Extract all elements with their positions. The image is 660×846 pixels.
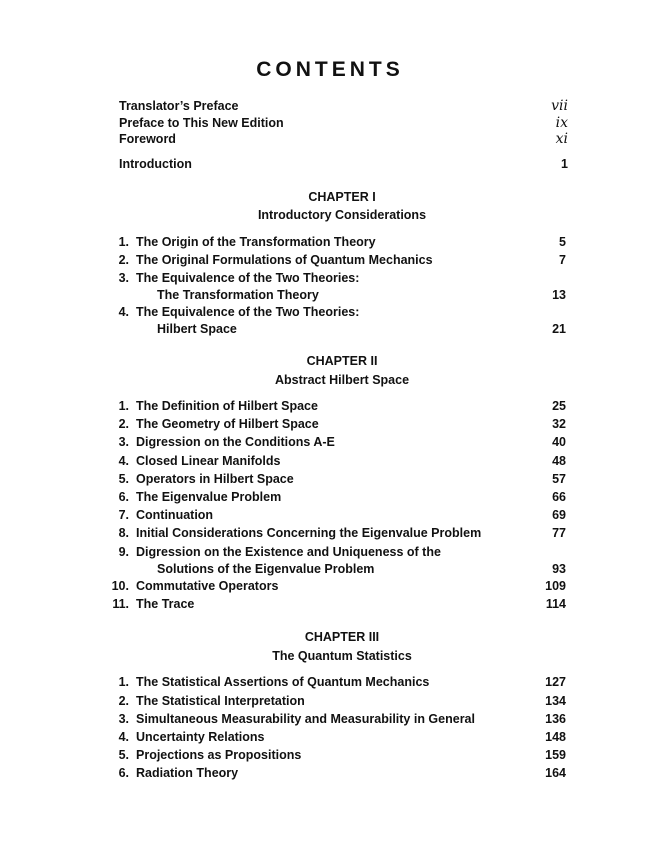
section-title: Initial Considerations Concerning the Eigenvalue Problem [136, 526, 482, 540]
section-number: 6. [118, 490, 129, 504]
section-title: Commutative Operators [136, 579, 279, 593]
toc-entry-preface-new-edition [119, 114, 568, 131]
section-number: 5. [118, 748, 129, 762]
section-page: 48 [552, 454, 566, 468]
toc-entry-page: xi [555, 130, 568, 147]
toc-entry-title: Foreword [119, 131, 176, 146]
section-number: 1. [118, 675, 129, 689]
section-page: 164 [545, 766, 566, 780]
section-page: 25 [552, 399, 566, 413]
section-number: 6. [118, 766, 129, 780]
section-page: 69 [552, 508, 566, 522]
page-title: CONTENTS [256, 58, 404, 81]
section-title: The Trace [136, 597, 195, 611]
toc-entry-page: 1 [561, 156, 568, 171]
section-number: 1. [118, 399, 129, 413]
section-title: Digression on the Conditions A-E [136, 435, 335, 449]
section-title: The Definition of Hilbert Space [136, 399, 318, 413]
section-title: The Origin of the Transformation Theory [136, 235, 376, 249]
section-title: Projections as Propositions [136, 748, 302, 762]
section-title-continuation: The Transformation Theory [157, 288, 319, 302]
section-title: Digression on the Existence and Uniqueness of the [136, 545, 441, 559]
chapter-heading: CHAPTER III [304, 630, 380, 644]
section-number: 4. [118, 454, 129, 468]
section-page: 114 [545, 597, 566, 611]
section-number: 9. [118, 545, 129, 559]
section-title-continuation: Hilbert Space [157, 322, 237, 336]
toc-entry-translators-preface [119, 97, 568, 114]
section-number: 4. [118, 305, 129, 319]
section-page: 136 [545, 712, 566, 726]
section-number: 5. [118, 472, 129, 486]
section-number: 7. [118, 508, 129, 522]
toc-entry-title: Translator’s Preface [119, 98, 239, 113]
section-page: 134 [545, 694, 566, 708]
section-title: Simultaneous Measurability and Measurability in General [136, 712, 475, 726]
section-number: 2. [118, 694, 129, 708]
section-page: 127 [545, 675, 566, 689]
chapter-subtitle: The Quantum Statistics [272, 649, 412, 663]
section-title: Uncertainty Relations [136, 730, 265, 744]
section-number: 3. [118, 435, 129, 449]
section-page: 159 [545, 748, 566, 762]
section-page: 7 [559, 253, 566, 267]
section-number: 11. [112, 597, 129, 611]
section-title-continuation: Solutions of the Eigenvalue Problem [157, 562, 375, 576]
section-page: 13 [552, 288, 566, 302]
section-number: 1. [118, 235, 129, 249]
section-title: Closed Linear Manifolds [136, 454, 281, 468]
section-page: 5 [559, 235, 566, 249]
section-title: The Eigenvalue Problem [136, 490, 282, 504]
section-page: 57 [552, 472, 566, 486]
section-title: The Statistical Interpretation [136, 694, 305, 708]
section-number: 8. [118, 526, 129, 540]
chapter-subtitle: Abstract Hilbert Space [274, 373, 410, 387]
section-page: 66 [552, 490, 566, 504]
section-page: 21 [552, 322, 566, 336]
chapter-heading: CHAPTER II [306, 354, 378, 368]
section-number: 2. [118, 253, 129, 267]
section-title: The Equivalence of the Two Theories: [136, 305, 360, 319]
section-number: 4. [118, 730, 129, 744]
section-title: The Statistical Assertions of Quantum Mechanics [136, 675, 430, 689]
chapter-heading: CHAPTER I [308, 190, 376, 204]
section-title: Operators in Hilbert Space [136, 472, 294, 486]
section-title: The Original Formulations of Quantum Mechanics [136, 253, 433, 267]
section-title: Radiation Theory [136, 766, 239, 780]
section-page: 148 [545, 730, 566, 744]
section-number: 2. [118, 417, 129, 431]
toc-entry-foreword [119, 130, 568, 147]
section-page: 77 [552, 526, 566, 540]
toc-entry-page: ix [555, 114, 568, 131]
chapter-subtitle: Introductory Considerations [257, 208, 427, 222]
toc-entry-introduction [119, 155, 568, 172]
toc-entry-title: Preface to This New Edition [119, 115, 284, 130]
section-page: 109 [545, 579, 566, 593]
section-title: The Geometry of Hilbert Space [136, 417, 319, 431]
section-number: 10. [111, 579, 129, 593]
section-page: 32 [552, 417, 566, 431]
section-page: 93 [552, 562, 566, 576]
toc-entry-page: vii [551, 97, 568, 114]
section-number: 3. [118, 271, 129, 285]
section-page: 40 [552, 435, 566, 449]
section-number: 3. [118, 712, 129, 726]
section-title: The Equivalence of the Two Theories: [136, 271, 360, 285]
toc-entry-title: Introduction [119, 156, 192, 171]
section-title: Continuation [136, 508, 214, 522]
